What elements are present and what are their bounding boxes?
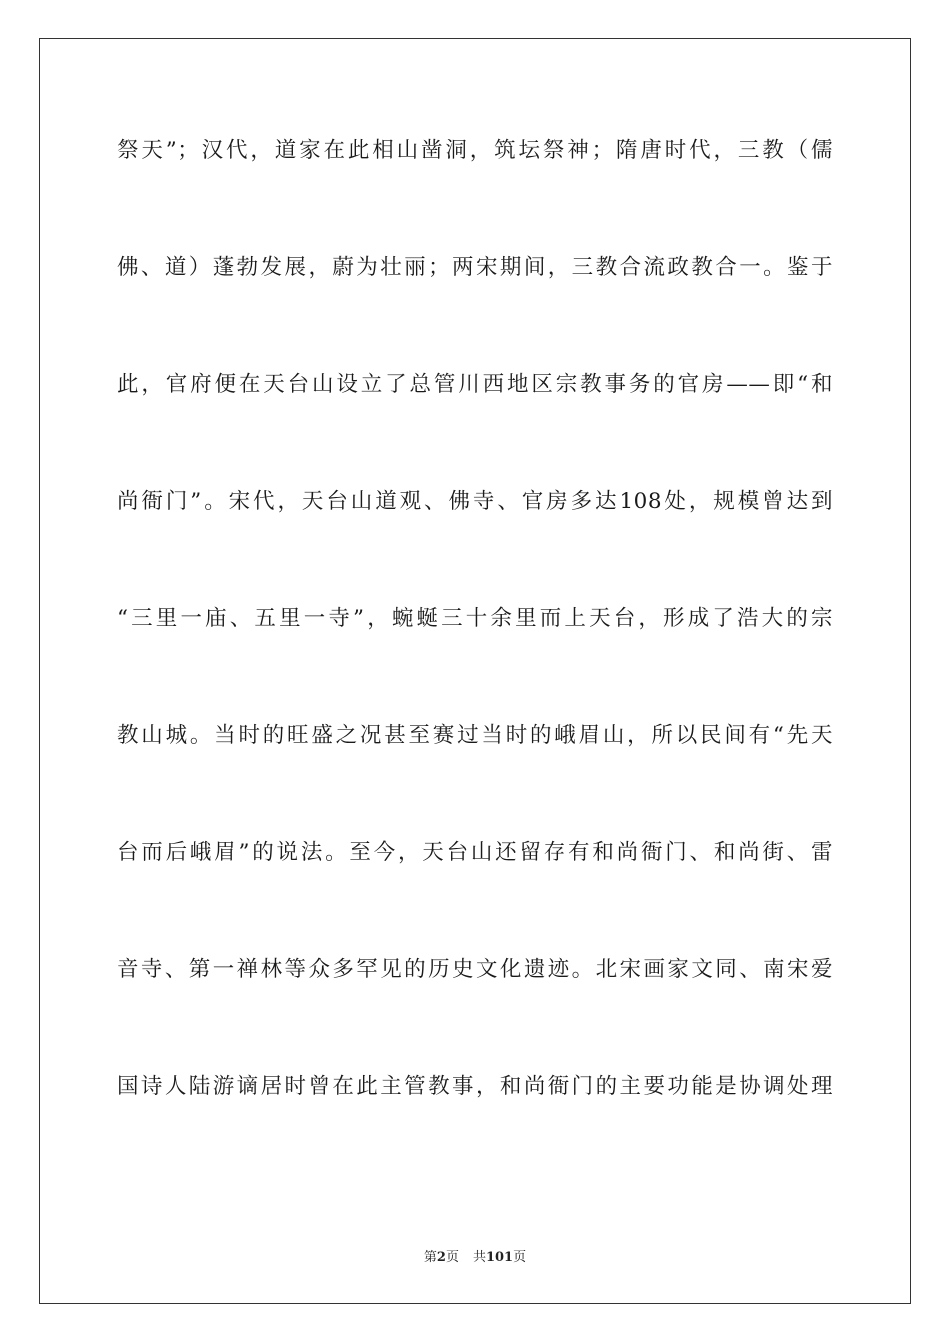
text-line: 此，官府便在天台山设立了总管川西地区宗教事务的官房——即“和 <box>117 372 833 397</box>
total-suffix: 页 <box>513 1250 527 1265</box>
text-line: 教山城。当时的旺盛之况甚至赛过当时的峨眉山，所以民间有“先天 <box>117 723 833 748</box>
text-line: 尚衙门”。宋代，天台山道观、佛寺、官房多达108处，规模曾达到 <box>117 489 833 514</box>
page-footer <box>0 1246 950 1265</box>
total-prefix: 共 <box>472 1250 486 1265</box>
text-line: “三里一庙、五里一寺”，蜿蜒三十余里而上天台，形成了浩大的宗 <box>117 606 833 631</box>
text-line: 佛、道）蓬勃发展，蔚为壮丽；两宋期间，三教合流政教合一。鉴于 <box>117 255 833 280</box>
page-suffix: 页 <box>445 1250 459 1265</box>
text-line: 音寺、第一禅林等众多罕见的历史文化遗迹。北宋画家文同、南宋爱 <box>117 957 833 982</box>
text-line: 台而后峨眉”的说法。至今，天台山还留存有和尚衙门、和尚街、雷 <box>117 840 833 865</box>
text-line: 国诗人陆游谪居时曾在此主管教事，和尚衙门的主要功能是协调处理 <box>117 1074 833 1099</box>
document-body <box>117 128 833 1181</box>
text-line: 祭天”；汉代，道家在此相山凿洞，筑坛祭神；隋唐时代，三教（儒 <box>117 138 833 163</box>
page-prefix: 第 <box>423 1250 437 1265</box>
total-pages: 101 <box>485 1250 514 1265</box>
page-number: 2 <box>436 1250 446 1265</box>
